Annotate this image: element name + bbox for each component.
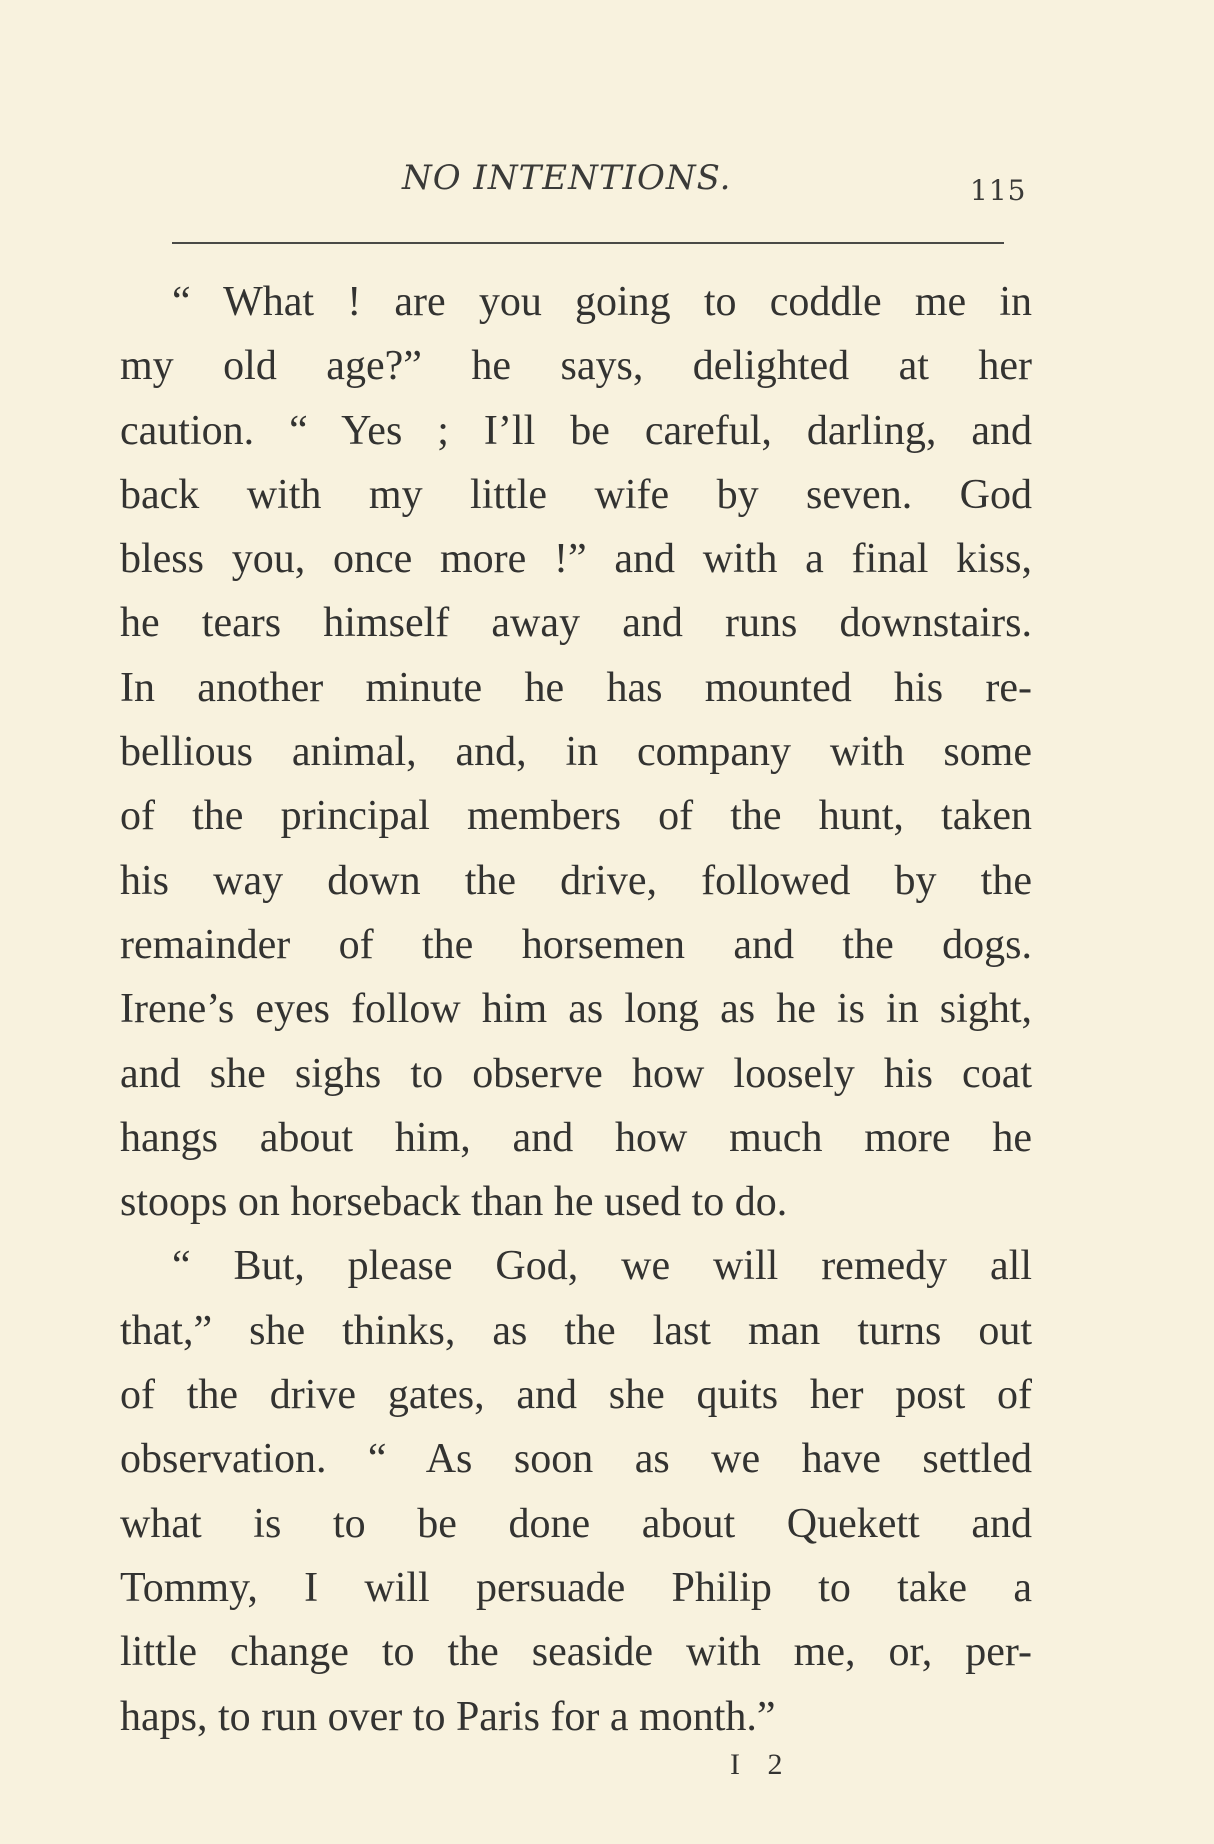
text-line: haps, to run over to Paris for a month.” bbox=[120, 1693, 776, 1740]
text-line: Tommy, I will persuade Philip to take a bbox=[120, 1564, 1032, 1611]
text-line: what is to be done about Quekett and bbox=[120, 1500, 1032, 1547]
text-line: “ What ! are you going to coddle me in bbox=[172, 279, 1032, 325]
text-line: my old age?” he says, delighted at her bbox=[120, 343, 1032, 390]
text-line: little change to the seaside with me, or, per- bbox=[120, 1629, 1032, 1676]
text-line: back with my little wife by seven. God bbox=[120, 471, 1032, 518]
running-head bbox=[0, 158, 1214, 208]
text-line: of the drive gates, and she quits her post of bbox=[120, 1372, 1032, 1419]
text-line: he tears himself away and runs downstairs. bbox=[120, 600, 1032, 647]
signature-mark: I 2 bbox=[730, 1748, 793, 1781]
text-line: “ But, please God, we will remedy all bbox=[172, 1243, 1032, 1290]
text-line: and she sighs to observe how loosely his coat bbox=[120, 1050, 1032, 1097]
text-line: his way down the drive, followed by the bbox=[120, 857, 1032, 904]
running-title: NO INTENTIONS. bbox=[402, 158, 732, 198]
text-line: remainder of the horsemen and the dogs. bbox=[120, 921, 1032, 968]
text-line: that,” she thinks, as the last man turns out bbox=[120, 1307, 1032, 1354]
header-rule bbox=[172, 242, 1004, 244]
text-line: observation. “ As soon as we have settled bbox=[120, 1436, 1032, 1483]
text-line: of the principal members of the hunt, taken bbox=[120, 793, 1032, 840]
page-number: 115 bbox=[970, 174, 1027, 207]
text-line: caution. “ Yes ; I’ll be careful, darling, and bbox=[120, 407, 1032, 454]
text-line: In another minute he has mounted his re- bbox=[120, 664, 1032, 711]
text-line: hangs about him, and how much more he bbox=[120, 1114, 1032, 1161]
text-line: stoops on horseback than he used to do. bbox=[120, 1179, 788, 1226]
text-line: Irene’s eyes follow him as long as he is in sight, bbox=[120, 986, 1032, 1033]
body-text bbox=[120, 270, 1032, 1749]
text-line: bellious animal, and, in company with some bbox=[120, 729, 1032, 776]
text-line: bless you, once more !” and with a final kiss, bbox=[120, 536, 1032, 583]
